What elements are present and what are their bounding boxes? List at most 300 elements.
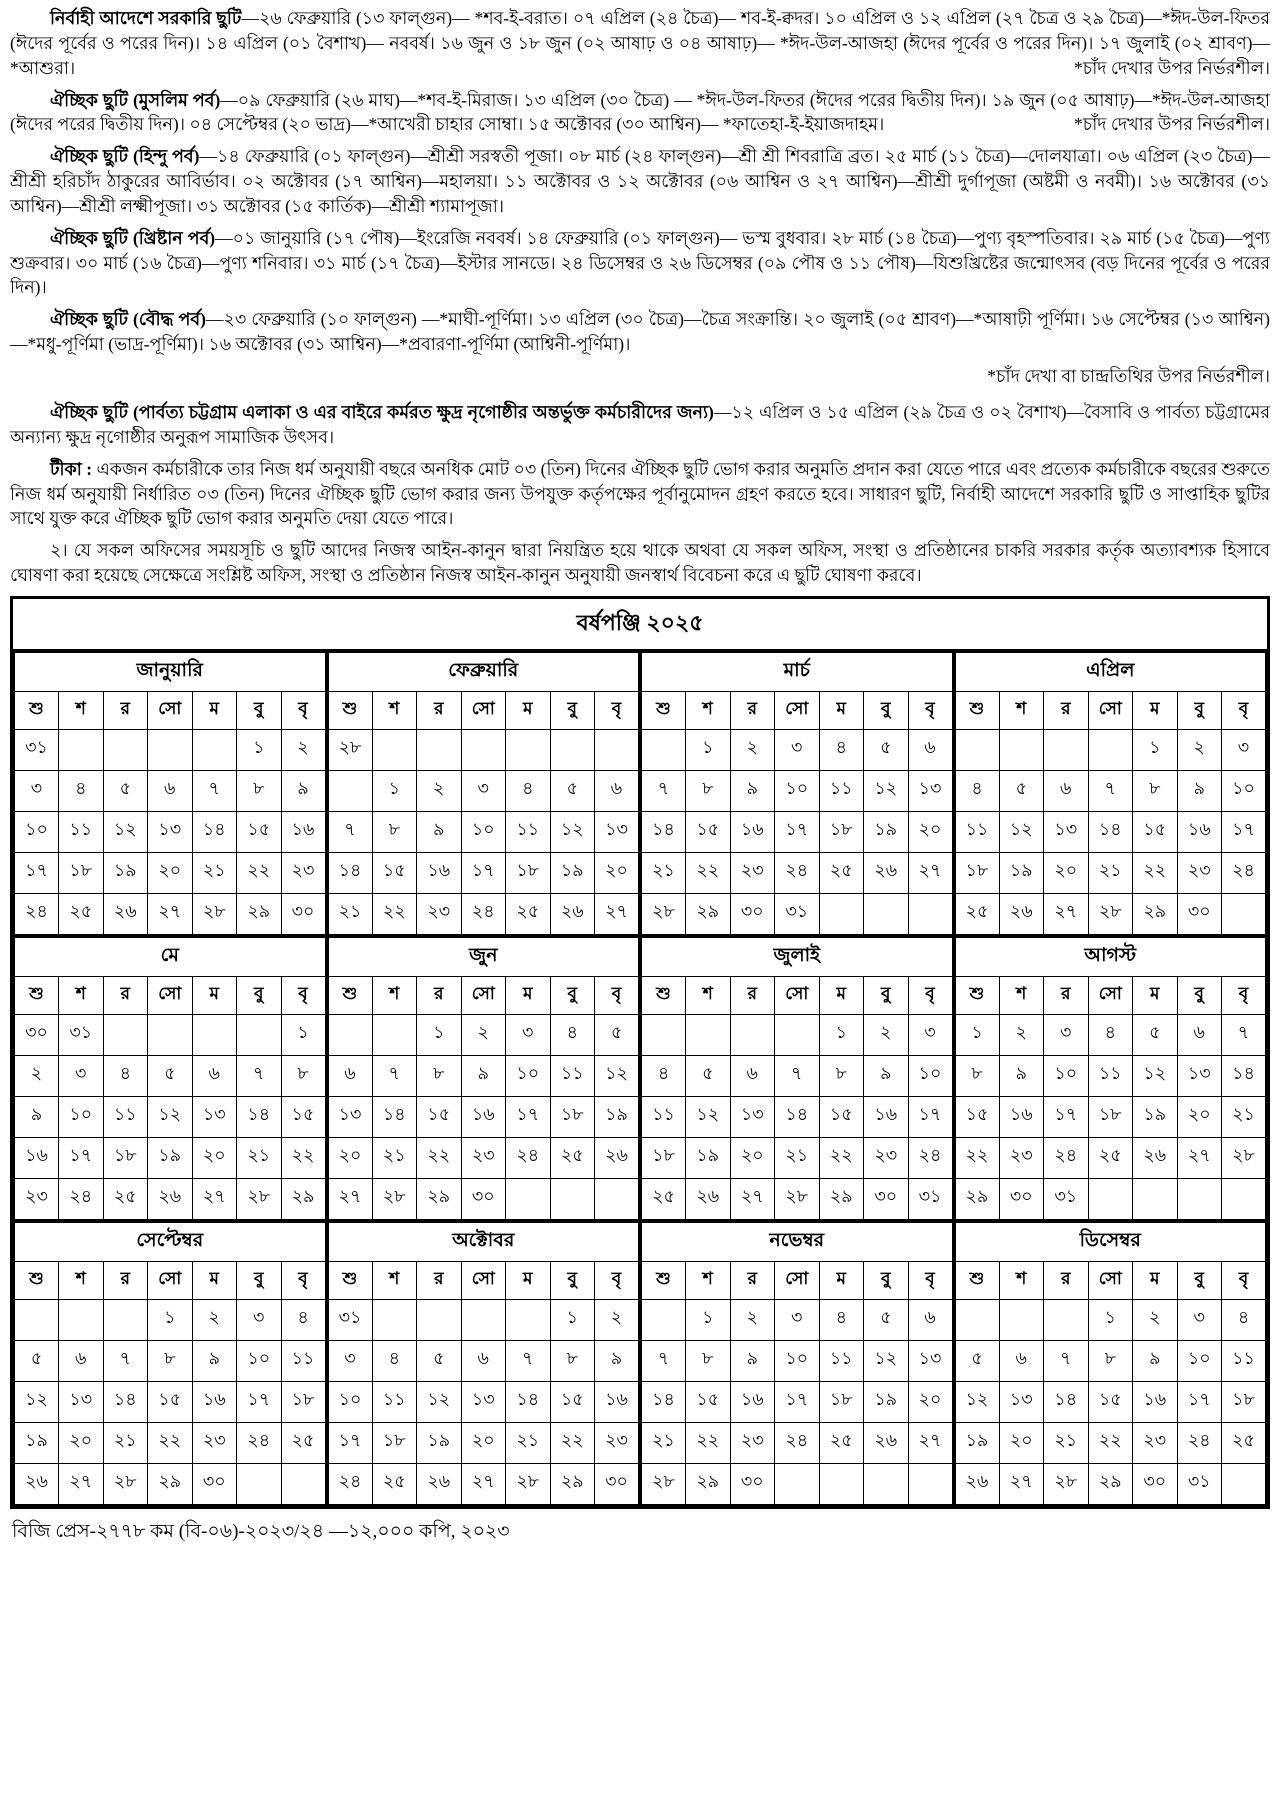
day-cell: ৯	[730, 770, 775, 811]
day-cell: ১৯	[595, 1096, 640, 1137]
day-cell: ১৩	[999, 1381, 1044, 1422]
paragraph-body: একজন কর্মচারীকে তার নিজ ধর্ম অনুযায়ী বছরে অনধিক মোট ০৩ (তিন) দিনের ঐচ্ছিক ছুটি ভোগ করার অনুমতি প্রদান করা যেতে পারে এবং প্রত্যেক কর্মচারীকে বছরের শুরুতে নিজ ধর্ম অনুযায়ী নির্ধারিত ০৩ (তিন) দিনের ঐচ্ছিক ছুটি ভোগ করার জন্য উপযুক্ত কর্তৃপক্ষের পূর্বানুমোদন গ্রহণ করতে হবে। সাধারণ ছুটি, নির্বাহী আদেশে সরকারি ছুটি ও সাপ্তাহিক ছুটির সাথে যুক্ত করে ঐচ্ছিক ছুটি ভোগ করার অনুমতি দেয়া যেতে পারে।	[10, 458, 1270, 529]
day-cell: ২৯	[686, 893, 731, 935]
paragraph-body: —০১ জানুয়ারি (১৭ পৌষ)—ইংরেজি নববর্ষ। ১৪ ফেব্রুয়ারি (০১ ফাল্গুন)— ভস্ম বুধবার। ২৮ মার্চ (১৪ চৈত্র)—পুণ্য বৃহস্পতিবার। ২৯ মার্চ (১৫ চৈত্র)—পুণ্য শুক্রবার। ৩০ মার্চ (১৬ চৈত্র)—পুণ্য শনিবার। ৩১ মার্চ (১৭ চৈত্র)—ইস্টার সানডে। ২৪ ডিসেম্বর ও ২৬ ডিসেম্বর (০৯ পৌষ ও ১১ পৌষ)—যিশুখ্রিষ্টের জন্মোৎসব (বড় দিনের পূর্বের ও পরের দিন)।	[10, 227, 1270, 298]
paragraph-lead: ঐচ্ছিক ছুটি (খ্রিষ্টান পর্ব)	[50, 227, 216, 248]
weekday-header: বু	[237, 1261, 282, 1299]
moon-dependency-note: *চাঁদ দেখার উপর নির্ভরশীল।	[1074, 114, 1270, 135]
day-cell: ১৮	[819, 811, 864, 852]
weekday-header: সো	[148, 1261, 193, 1299]
day-cell: ২৫	[372, 1463, 417, 1505]
day-cell: ৩	[1222, 729, 1267, 770]
day-cell	[372, 1299, 417, 1340]
day-cell: ৩	[506, 1014, 551, 1055]
day-cell: ২৪	[59, 1178, 104, 1220]
week-row	[641, 1463, 953, 1505]
day-cell	[1222, 1463, 1267, 1505]
day-cell: ১১	[103, 1096, 148, 1137]
day-cell: ১৯	[955, 1422, 1000, 1463]
day-cell	[461, 729, 506, 770]
day-cell: ২৫	[59, 893, 104, 935]
week-row	[14, 1422, 326, 1463]
day-cell: ২৬	[864, 852, 909, 893]
day-cell: ১৪	[103, 1381, 148, 1422]
week-row	[328, 1137, 640, 1178]
day-cell: ১৬	[730, 811, 775, 852]
weekday-header: বৃ	[1222, 1261, 1267, 1299]
day-cell: ৫	[955, 1340, 1000, 1381]
paragraph-lead: ঐচ্ছিক ছুটি (হিন্দু পর্ব)	[50, 146, 200, 167]
day-cell: ৬	[595, 770, 640, 811]
day-cell: ৫	[595, 1014, 640, 1055]
weekday-header: বৃ	[281, 1261, 326, 1299]
day-cell	[328, 770, 373, 811]
week-row	[328, 770, 640, 811]
day-cell: ২৮	[328, 729, 373, 770]
week-row	[14, 893, 326, 935]
day-cell: ১৭	[1222, 811, 1267, 852]
day-cell: ১৮	[281, 1381, 326, 1422]
week-row	[328, 1055, 640, 1096]
week-row	[328, 1096, 640, 1137]
weekday-header: শ	[59, 1261, 104, 1299]
weekday-header: র	[730, 1261, 775, 1299]
day-cell	[461, 1299, 506, 1340]
day-cell	[1177, 1178, 1222, 1220]
day-cell: ৯	[864, 1055, 909, 1096]
week-row	[641, 1381, 953, 1422]
day-cell	[595, 1178, 640, 1220]
day-cell: ৭	[1044, 1340, 1089, 1381]
day-cell: ২০	[59, 1422, 104, 1463]
month-table-12	[954, 1221, 1268, 1506]
day-cell: ৩১	[59, 1014, 104, 1055]
day-cell: ২৮	[775, 1178, 820, 1220]
day-cell: ২২	[550, 1422, 595, 1463]
day-cell: ৬	[1177, 1014, 1222, 1055]
day-cell: ৩	[1177, 1299, 1222, 1340]
month-name: ডিসেম্বর	[955, 1222, 1267, 1262]
day-cell: ১২	[103, 811, 148, 852]
paragraph-optional-hindu	[10, 144, 1270, 219]
day-cell: ৪	[955, 770, 1000, 811]
day-cell	[237, 1014, 282, 1055]
day-cell: ১৮	[550, 1096, 595, 1137]
week-row	[955, 811, 1267, 852]
day-cell: ১৫	[417, 1096, 462, 1137]
paragraph-body: —১২ এপ্রিল ও ১৫ এপ্রিল (২৯ চৈত্র ও ০২ বৈশাখ)—বৈসাবি ও পার্বত্য চট্টগ্রামের অন্যান্য ক্ষুদ্র নৃগোষ্ঠীর অনুরূপ সামাজিক উৎসব।	[10, 401, 1270, 447]
day-cell: ১০	[59, 1096, 104, 1137]
week-row	[641, 1137, 953, 1178]
day-cell: ২৪	[506, 1137, 551, 1178]
day-cell: ১০	[775, 770, 820, 811]
day-cell: ২	[999, 1014, 1044, 1055]
weekday-header: র	[103, 1261, 148, 1299]
day-cell: ১৪	[372, 1096, 417, 1137]
week-row	[328, 1422, 640, 1463]
day-cell: ১৩	[59, 1381, 104, 1422]
day-cell: ৪	[641, 1055, 686, 1096]
day-cell: ২০	[908, 811, 953, 852]
week-row	[14, 1178, 326, 1220]
day-cell	[1133, 1178, 1178, 1220]
month-name: এপ্রিল	[955, 652, 1267, 692]
day-cell: ২১	[1222, 1096, 1267, 1137]
day-cell: ১০	[775, 1340, 820, 1381]
paragraph-executive-holidays	[10, 6, 1270, 81]
day-cell: ২৩	[730, 1422, 775, 1463]
day-cell: ১৩	[328, 1096, 373, 1137]
week-row	[955, 729, 1267, 770]
week-row	[14, 1340, 326, 1381]
paragraph-clause-two	[10, 538, 1270, 588]
weekday-header: শু	[328, 691, 373, 729]
day-cell: ৪	[1088, 1014, 1133, 1055]
day-cell: ৫	[686, 1055, 731, 1096]
day-cell: ২৩	[864, 1137, 909, 1178]
week-row	[955, 1340, 1267, 1381]
day-cell: ২০	[1044, 852, 1089, 893]
weekday-header: শু	[641, 1261, 686, 1299]
day-cell: ১৩	[461, 1381, 506, 1422]
day-cell: ৪	[819, 1299, 864, 1340]
weekday-header: ম	[819, 691, 864, 729]
week-row	[641, 1422, 953, 1463]
day-cell: ২৪	[1044, 1137, 1089, 1178]
day-cell: ৬	[908, 1299, 953, 1340]
week-row	[14, 1137, 326, 1178]
weekday-header: র	[730, 691, 775, 729]
day-cell: ১	[417, 1014, 462, 1055]
weekday-header: র	[417, 1261, 462, 1299]
day-cell: ২	[461, 1014, 506, 1055]
day-cell: ২৭	[328, 1178, 373, 1220]
week-row	[641, 770, 953, 811]
day-cell	[417, 1299, 462, 1340]
day-cell: ৮	[281, 1055, 326, 1096]
day-cell: ৩১	[775, 893, 820, 935]
day-cell: ১৬	[730, 1381, 775, 1422]
weekday-header: সো	[775, 976, 820, 1014]
day-cell: ১৮	[955, 852, 1000, 893]
day-cell: ৮	[417, 1055, 462, 1096]
day-cell: ২৭	[999, 1463, 1044, 1505]
weekday-header: বৃ	[281, 976, 326, 1014]
day-cell: ৯	[1133, 1340, 1178, 1381]
day-cell	[864, 1463, 909, 1505]
day-cell	[14, 1299, 59, 1340]
day-cell: ৬	[730, 1055, 775, 1096]
day-cell: ৫	[417, 1340, 462, 1381]
day-cell: ২২	[955, 1137, 1000, 1178]
weekday-header: ম	[192, 976, 237, 1014]
day-cell: ১	[955, 1014, 1000, 1055]
week-row	[955, 1463, 1267, 1505]
month-table-8	[954, 936, 1268, 1221]
day-cell: ৩	[237, 1299, 282, 1340]
day-cell: ৪	[59, 770, 104, 811]
day-cell: ৬	[328, 1055, 373, 1096]
weekday-header: সো	[461, 691, 506, 729]
day-cell: ৮	[955, 1055, 1000, 1096]
weekday-header: শু	[955, 1261, 1000, 1299]
weekday-header: ম	[192, 691, 237, 729]
day-cell: ১২	[417, 1381, 462, 1422]
weekday-header: বু	[550, 1261, 595, 1299]
day-cell: ২৮	[1088, 893, 1133, 935]
day-cell: ১৯	[999, 852, 1044, 893]
week-row	[955, 1137, 1267, 1178]
day-cell: ২৫	[819, 1422, 864, 1463]
weekday-header: ম	[192, 1261, 237, 1299]
day-cell: ১০	[328, 1381, 373, 1422]
paragraph-lead: ঐচ্ছিক ছুটি (মুসলিম পর্ব)	[50, 89, 221, 110]
day-cell: ২৫	[103, 1178, 148, 1220]
weekday-header: বু	[550, 691, 595, 729]
day-cell: ১৮	[506, 852, 551, 893]
day-cell: ২৯	[819, 1178, 864, 1220]
day-cell: ১০	[1044, 1055, 1089, 1096]
day-cell: ১০	[908, 1055, 953, 1096]
day-cell: ৩	[328, 1340, 373, 1381]
week-row	[955, 1299, 1267, 1340]
day-cell: ৪	[1222, 1299, 1267, 1340]
day-cell: ১	[686, 1299, 731, 1340]
weekday-header: ম	[506, 691, 551, 729]
day-cell: ৩১	[1044, 1178, 1089, 1220]
day-cell: ৯	[14, 1096, 59, 1137]
day-cell: ১৫	[955, 1096, 1000, 1137]
day-cell: ২৬	[595, 1137, 640, 1178]
month-table-11	[640, 1221, 954, 1506]
day-cell: ২৬	[999, 893, 1044, 935]
day-cell	[641, 1299, 686, 1340]
day-cell: ২	[1133, 1299, 1178, 1340]
day-cell: ১৮	[59, 852, 104, 893]
day-cell: ২০	[999, 1422, 1044, 1463]
day-cell: ১৫	[550, 1381, 595, 1422]
weekday-header: সো	[148, 691, 193, 729]
year-calendar	[10, 596, 1270, 1509]
week-row	[641, 852, 953, 893]
day-cell: ২১	[641, 1422, 686, 1463]
day-cell: ৩	[59, 1055, 104, 1096]
day-cell: ১৩	[908, 770, 953, 811]
day-cell: ২৬	[864, 1422, 909, 1463]
weekday-header: র	[730, 976, 775, 1014]
day-cell: ৫	[14, 1340, 59, 1381]
day-cell	[103, 1299, 148, 1340]
day-cell: ২৭	[595, 893, 640, 935]
weekday-header: শ	[372, 1261, 417, 1299]
week-row	[328, 1381, 640, 1422]
week-row	[328, 1014, 640, 1055]
day-cell: ২৪	[328, 1463, 373, 1505]
day-cell: ২	[864, 1014, 909, 1055]
day-cell: ৪	[506, 770, 551, 811]
day-cell	[372, 729, 417, 770]
day-cell: ১৪	[641, 1381, 686, 1422]
day-cell: ১২	[1133, 1055, 1178, 1096]
day-cell	[372, 1014, 417, 1055]
weekday-header: ম	[1133, 691, 1178, 729]
day-cell	[281, 1463, 326, 1505]
day-cell: ২৮	[103, 1463, 148, 1505]
day-cell: ২	[730, 729, 775, 770]
paragraph-tika-note	[10, 457, 1270, 532]
day-cell: ৯	[461, 1055, 506, 1096]
week-row	[14, 1096, 326, 1137]
week-row	[328, 852, 640, 893]
week-row	[328, 729, 640, 770]
day-cell: ১০	[461, 811, 506, 852]
day-cell: ২৬	[550, 893, 595, 935]
day-cell: ১১	[506, 811, 551, 852]
week-row	[641, 811, 953, 852]
weekday-header: ম	[819, 1261, 864, 1299]
weekday-header: ম	[506, 1261, 551, 1299]
weekday-header: শু	[641, 691, 686, 729]
day-cell: ৫	[148, 1055, 193, 1096]
weekday-header: সো	[775, 691, 820, 729]
day-cell: ১১	[550, 1055, 595, 1096]
day-cell: ৩০	[730, 1463, 775, 1505]
day-cell: ২৬	[686, 1178, 731, 1220]
day-cell: ২০	[908, 1381, 953, 1422]
day-cell	[999, 1299, 1044, 1340]
day-cell: ৭	[192, 770, 237, 811]
day-cell: ৭	[328, 811, 373, 852]
day-cell: ২৭	[730, 1178, 775, 1220]
day-cell: ২৬	[1133, 1137, 1178, 1178]
day-cell: ১৫	[686, 811, 731, 852]
week-row	[328, 1299, 640, 1340]
paragraph-body: —১৪ ফেব্রুয়ারি (০১ ফাল্গুন)—শ্রীশ্রী সরস্বতী পূজা। ০৮ মার্চ (২৪ ফাল্গুন)—শ্রী শ্রী শিবরাত্রি ব্রত। ২৫ মার্চ (১১ চৈত্র)—দোলযাত্রা। ০৬ এপ্রিল (২৩ চৈত্র)—শ্রীশ্রী হরিচাঁদ ঠাকুরের আবির্ভাব। ০২ অক্টোবর (১৭ আশ্বিন)—মহালয়া। ১১ অক্টোবর ও ১২ অক্টোবর (০৬ আশ্বিন ও ২৭ আশ্বিন)—শ্রীশ্রী দুর্গাপূজা (অষ্টমী ও নবমী)। ১৬ অক্টোবর (৩১ আশ্বিন)—শ্রীশ্রী লক্ষ্মীপূজা। ৩১ অক্টোবর (১৫ কার্তিক)—শ্রীশ্রী শ্যামাপূজা।	[10, 146, 1270, 216]
day-cell: ৯	[595, 1340, 640, 1381]
day-cell: ১৯	[864, 811, 909, 852]
day-cell: ২	[281, 729, 326, 770]
weekday-header: ম	[1133, 976, 1178, 1014]
day-cell: ২৯	[237, 893, 282, 935]
paragraph-lead: ঐচ্ছিক ছুটি (বৌদ্ধ পর্ব)	[50, 309, 206, 330]
day-cell: ৭	[372, 1055, 417, 1096]
day-cell: ২	[595, 1299, 640, 1340]
day-cell: ৩	[1044, 1014, 1089, 1055]
day-cell: ৮	[148, 1340, 193, 1381]
day-cell: ২৮	[237, 1178, 282, 1220]
day-cell: ১১	[281, 1340, 326, 1381]
day-cell: ২৪	[237, 1422, 282, 1463]
weekday-header: বৃ	[1222, 976, 1267, 1014]
week-row	[955, 770, 1267, 811]
day-cell: ২৬	[14, 1463, 59, 1505]
day-cell: ২	[417, 770, 462, 811]
moon-lunar-note-block: *চাঁদ দেখা বা চান্দ্রতিথির উপর নির্ভরশীল।	[987, 365, 1270, 386]
day-cell: ২৭	[192, 1178, 237, 1220]
day-cell: ১	[819, 1014, 864, 1055]
day-cell: ৬	[192, 1055, 237, 1096]
day-cell: ২২	[1088, 1422, 1133, 1463]
day-cell: ৬	[59, 1340, 104, 1381]
day-cell: ২৭	[59, 1463, 104, 1505]
weekday-header: র	[1044, 691, 1089, 729]
weekday-header: শু	[641, 976, 686, 1014]
day-cell: ২১	[372, 1137, 417, 1178]
weekday-header: শ	[999, 691, 1044, 729]
week-row	[641, 1055, 953, 1096]
weekday-header: বৃ	[281, 691, 326, 729]
day-cell: ২০	[461, 1422, 506, 1463]
day-cell: ১৯	[417, 1422, 462, 1463]
day-cell: ১৮	[1088, 1096, 1133, 1137]
day-cell: ১৮	[1222, 1381, 1267, 1422]
day-cell: ১৫	[819, 1096, 864, 1137]
day-cell: ১৪	[1044, 1381, 1089, 1422]
day-cell: ১৬	[999, 1096, 1044, 1137]
day-cell: ২১	[328, 893, 373, 935]
calendar-grid	[13, 651, 1267, 1506]
day-cell: ২৯	[417, 1178, 462, 1220]
day-cell: ২১	[775, 1137, 820, 1178]
day-cell: ২২	[686, 1422, 731, 1463]
day-cell: ৩০	[864, 1178, 909, 1220]
day-cell	[103, 1014, 148, 1055]
weekday-header: শ	[372, 691, 417, 729]
day-cell: ১২	[595, 1055, 640, 1096]
day-cell: ২৪	[908, 1137, 953, 1178]
day-cell: ১২	[550, 811, 595, 852]
day-cell: ২৫	[641, 1178, 686, 1220]
day-cell	[775, 1463, 820, 1505]
week-row	[14, 1463, 326, 1505]
weekday-header: শু	[14, 976, 59, 1014]
weekday-header: শ	[372, 976, 417, 1014]
paragraph-body: —০৯ ফেব্রুয়ারি (২৬ মাঘ)—*শব-ই-মিরাজ। ১৩ এপ্রিল (৩০ চৈত্র) — *ঈদ-উল-ফিতর (ঈদের পরের দ্বিতীয় দিন)। ১৯ জুন (০৫ আষাঢ়)—*ঈদ-উল-আজহা (ঈদের পরের দ্বিতীয় দিন)। ০৪ সেপ্টেম্বর (২০ ভাদ্র)—*আখেরী চাহার সোম্বা। ১৫ অক্টোবর (৩০ আশ্বিন)— *ফাতেহা-ই-ইয়াজদাহম।	[10, 89, 1270, 135]
day-cell: ১৬	[1177, 811, 1222, 852]
day-cell	[1088, 1178, 1133, 1220]
day-cell: ২১	[641, 852, 686, 893]
week-row	[641, 1014, 953, 1055]
day-cell: ২১	[506, 1422, 551, 1463]
day-cell: ৩১	[328, 1299, 373, 1340]
weekday-header: শ	[686, 691, 731, 729]
day-cell: ১৩	[192, 1096, 237, 1137]
day-cell: ১৭	[59, 1137, 104, 1178]
day-cell: ২৯	[686, 1463, 731, 1505]
weekday-header: বৃ	[1222, 691, 1267, 729]
week-row	[641, 1299, 953, 1340]
day-cell: ১১	[59, 811, 104, 852]
day-cell: ৩	[775, 729, 820, 770]
day-cell	[148, 729, 193, 770]
day-cell	[595, 729, 640, 770]
day-cell: ২১	[1044, 1422, 1089, 1463]
day-cell: ১২	[955, 1381, 1000, 1422]
week-row	[14, 1299, 326, 1340]
day-cell: ৯	[192, 1340, 237, 1381]
paragraph-body: —২৩ ফেব্রুয়ারি (১০ ফাল্গুন) —*মাঘী-পূর্ণিমা। ১৩ এপ্রিল (৩০ চৈত্র)—চৈত্র সংক্রান্তি। ২০ জুলাই (০৫ শ্রাবণ)—*আষাঢ়ী পূর্ণিমা। ১৬ সেপ্টেম্বর (১৩ আশ্বিন)—*মধু-পূর্ণিমা (ভাদ্র-পূর্ণিমা)। ১৬ অক্টোবর (৩১ আশ্বিন)—*প্রবারণা-পূর্ণিমা (আশ্বিনী-পূর্ণিমা)।	[10, 309, 1270, 355]
day-cell: ২০	[192, 1137, 237, 1178]
day-cell: ৩০	[192, 1463, 237, 1505]
month-name: জুন	[328, 937, 640, 977]
day-cell: ১৬	[595, 1381, 640, 1422]
day-cell: ১৪	[1088, 811, 1133, 852]
month-table-9	[13, 1221, 327, 1506]
day-cell	[999, 729, 1044, 770]
day-cell: ২৩	[281, 852, 326, 893]
day-cell: ৮	[686, 1340, 731, 1381]
day-cell: ২৫	[1222, 1422, 1267, 1463]
